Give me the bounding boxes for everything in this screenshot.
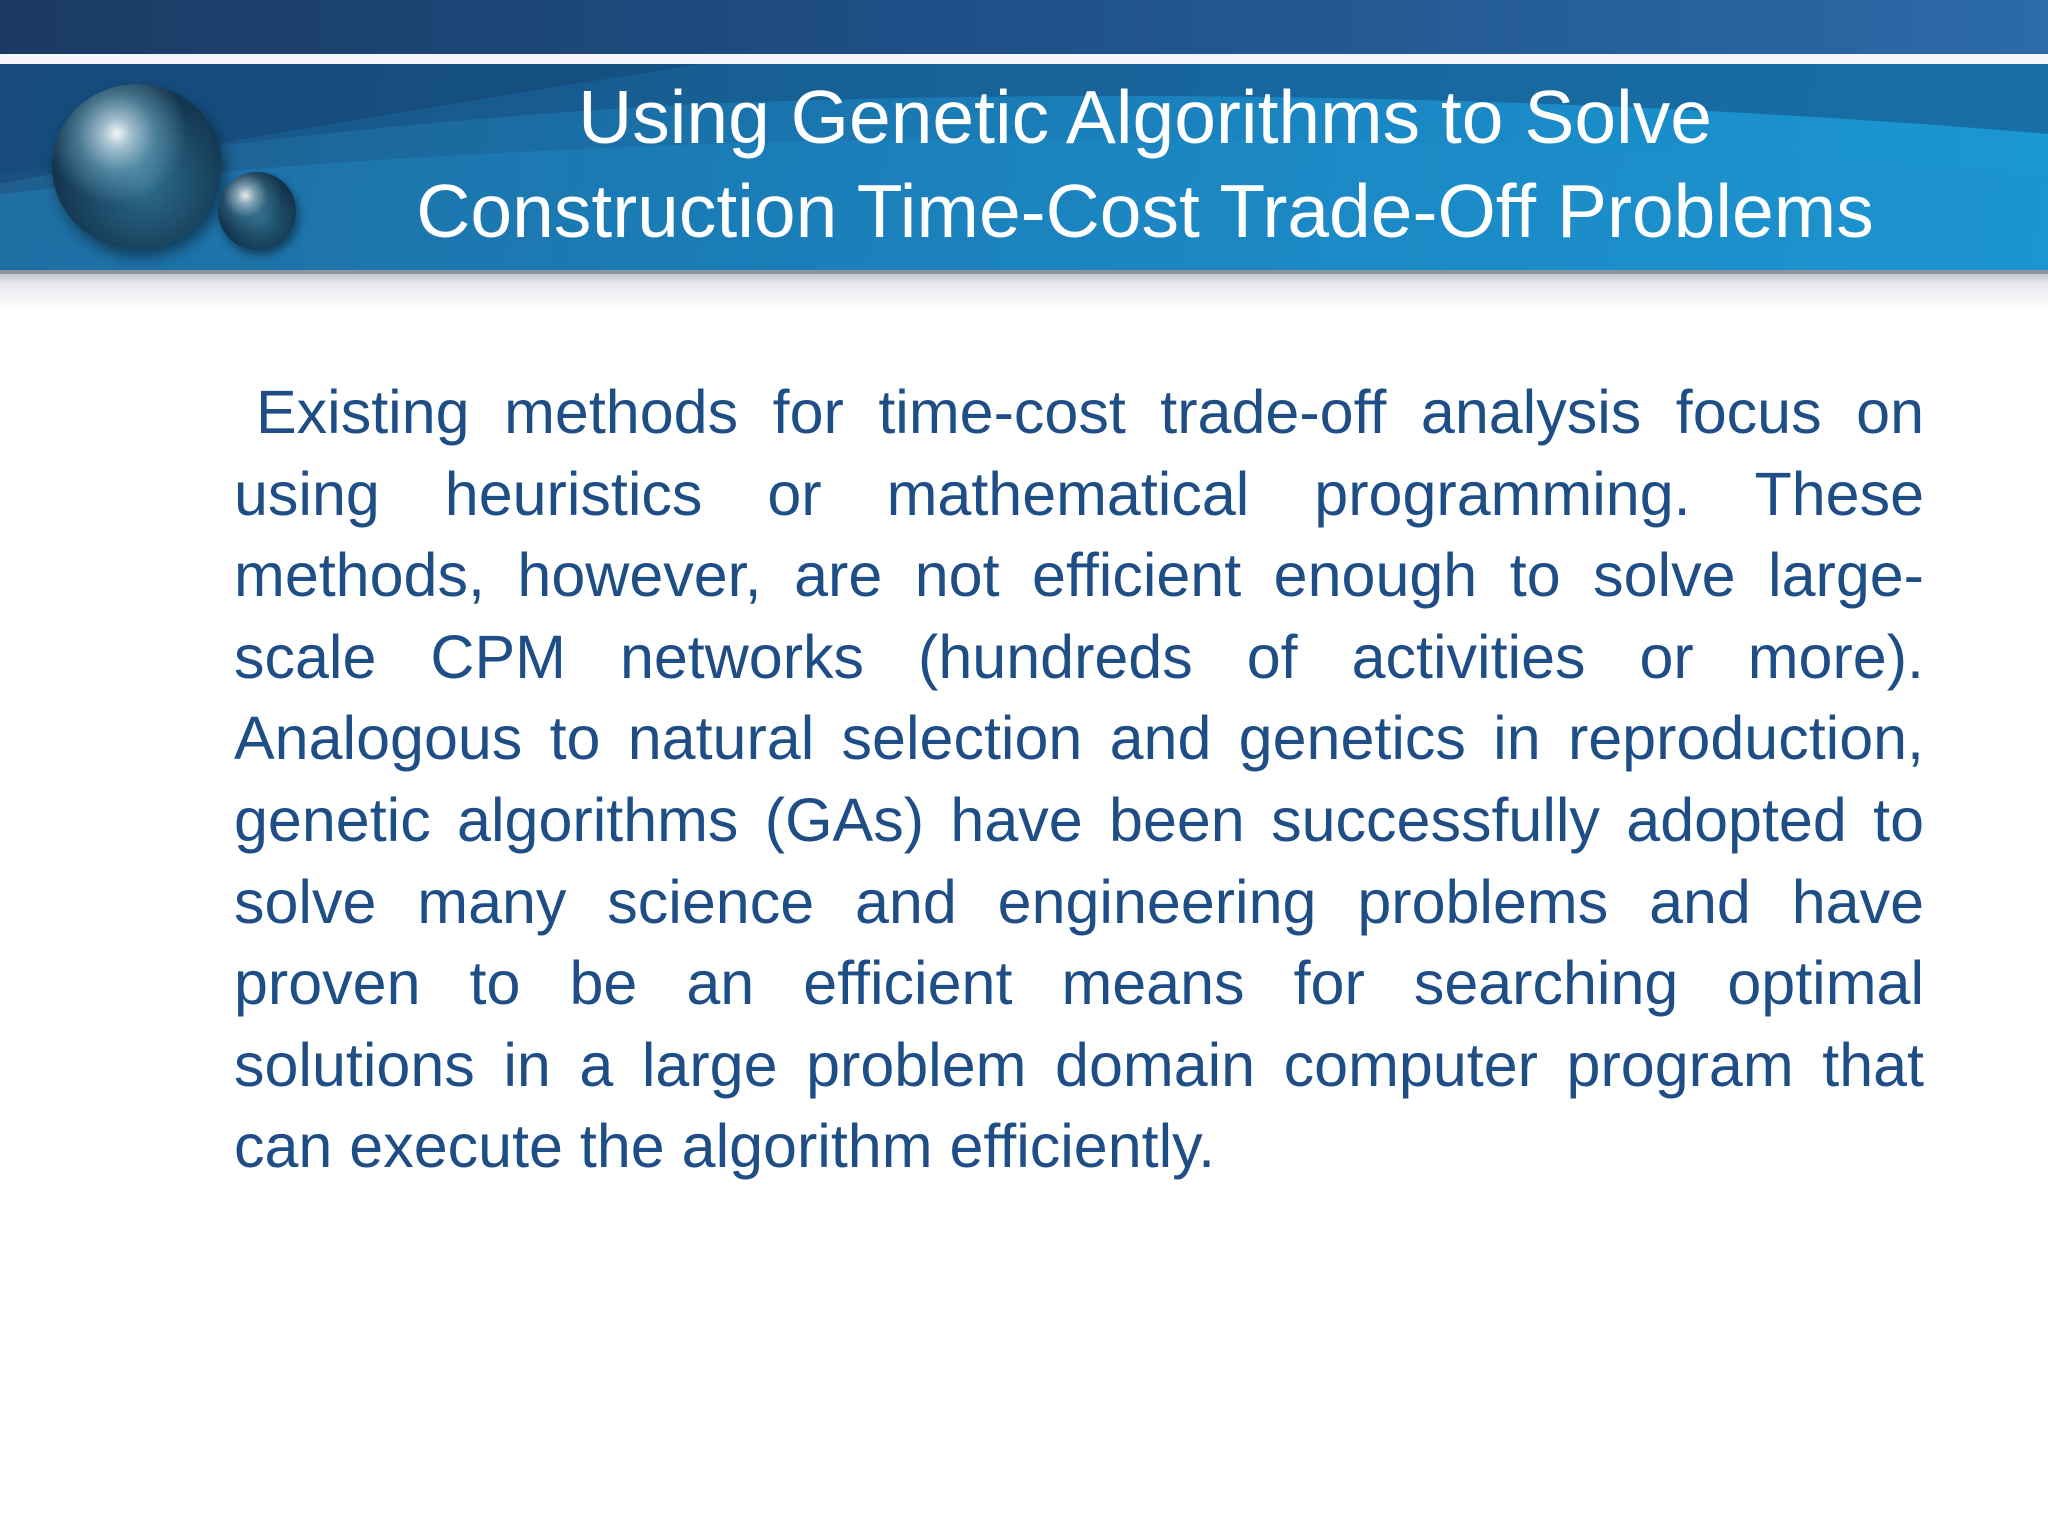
title-line-1: Using Genetic Algorithms to Solve xyxy=(578,75,1712,159)
banner-shadow xyxy=(0,270,2048,310)
slide-title xyxy=(300,70,1990,258)
globe-icon xyxy=(218,172,296,250)
title-line-2: Construction Time-Cost Trade-Off Problems xyxy=(416,169,1874,253)
globe-icon xyxy=(52,84,222,249)
banner-underline xyxy=(0,270,2048,274)
body-paragraph: Existing methods for time-cost trade-off analysis focus on using heuristics or mathematical programming. These methods, however, are not efficient enough to solve large-scale CPM networks (hundreds of activities or more). Analogous to natural selection and genetics in reproduction, genetic algorithms (GAs) have been successfully adopted to solve many science and engineering problems and have proven to be an efficient means for searching optimal solutions in a large problem domain computer program that can execute the algorithm efficiently. xyxy=(234,378,1924,1181)
top-strip xyxy=(0,0,2048,54)
header-gap xyxy=(0,54,2048,64)
